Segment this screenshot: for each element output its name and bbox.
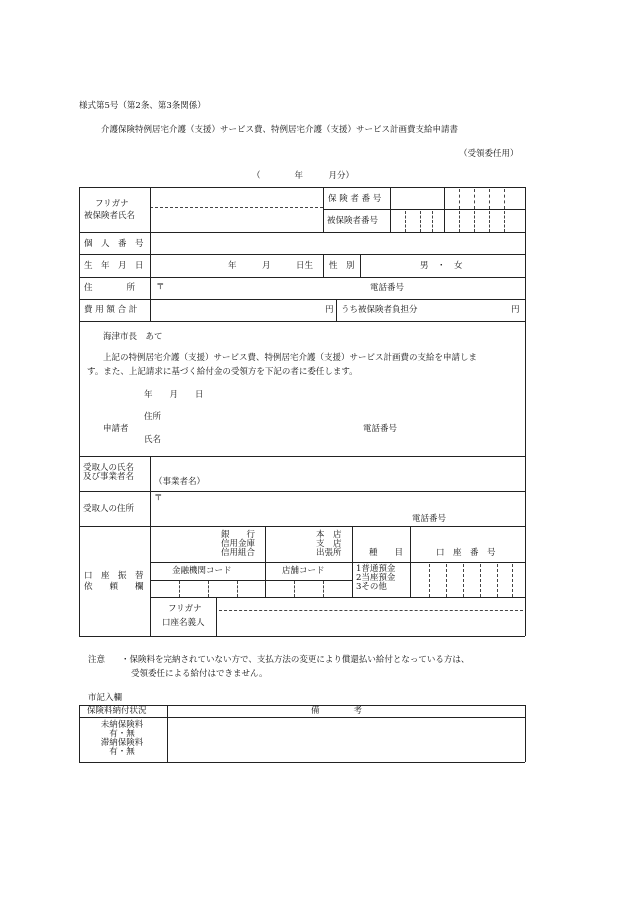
personal-number-label: 個 人 番 号: [84, 239, 144, 249]
application-date[interactable]: 年 月 日: [144, 390, 204, 400]
insurer-number-label: 保 険 者 番 号: [328, 194, 382, 204]
burden-label: うち被保険者負担分: [341, 305, 418, 315]
applicant-name-label: 氏名: [144, 435, 162, 445]
cost-total-yen: 円: [325, 305, 334, 315]
cost-total-label: 費 用 額 合 計: [84, 305, 138, 315]
addressee: 海津市長 あて: [103, 332, 163, 342]
recipient-name-label: 受取人の氏名 及び事業者名: [83, 463, 135, 482]
premium-status-block: 未納保険料 有・無 滞納保険料 有・無: [100, 720, 144, 757]
city-section-title: 市記入欄: [88, 693, 123, 703]
business-name-field[interactable]: （事業者名）: [154, 477, 206, 487]
sex-label: 性 別: [329, 261, 355, 271]
form-subtitle: （受領委任用）: [459, 149, 519, 159]
note-label: 注意: [88, 655, 106, 665]
form-title: 介護保険特例居宅介護（支援）サービス費、特例居宅介護（支援）サービス計画費支給申請書: [101, 125, 459, 135]
institution-code-label: 金融機関コード: [172, 566, 232, 576]
account-type-options[interactable]: 1普通預金 2当座預金 3その他: [356, 564, 396, 592]
form-number: 様式第5号（第2条、第3条関係）: [79, 101, 206, 111]
bank-type-labels: 銀 行 信用金庫 信用組合: [221, 530, 256, 558]
year-month-field[interactable]: （ 年 月分）: [252, 171, 355, 181]
applicant-phone-label: 電話番号: [363, 424, 398, 434]
holder-furigana-label: フリガナ: [168, 604, 202, 614]
recipient-postal-mark: 〒: [154, 493, 163, 503]
personal-number-input[interactable]: [152, 235, 522, 252]
applicant-label: 申請者: [103, 424, 129, 434]
recipient-phone-label: 電話番号: [412, 514, 447, 524]
account-holder-input[interactable]: [220, 613, 522, 633]
insured-number-label: 被保険者番号: [327, 216, 379, 226]
insured-name-label: 被保険者氏名: [84, 211, 136, 221]
remarks-label: 備 考: [311, 706, 363, 716]
account-holder-label: 口座名義人: [162, 618, 205, 628]
branch-type-labels: 本 店 支 店 出張所: [316, 530, 342, 558]
bank-transfer-label-1: 口 座 振 替: [84, 571, 144, 581]
phone-label: 電話番号: [370, 283, 405, 293]
branch-code-label: 店舗コード: [282, 566, 325, 576]
sex-field[interactable]: 男 ・ 女: [420, 261, 463, 271]
account-type-label: 種 目: [369, 548, 404, 558]
furigana-label: フリガナ: [95, 199, 129, 209]
recipient-address-label: 受取人の住所: [83, 504, 135, 514]
remarks-input[interactable]: [170, 720, 522, 759]
note-line-2: 受領委任による給付はできません。: [131, 669, 268, 679]
postal-mark: 〒: [156, 282, 165, 292]
burden-yen: 円: [511, 305, 520, 315]
insured-name-input[interactable]: [152, 210, 321, 230]
note-line-1: ・保険料を完納されていない方で、支払方法の変更により償還払い給付となっている方は、: [121, 655, 470, 665]
applicant-address-label: 住所: [144, 412, 162, 422]
account-number-label: 口 座 番 号: [436, 548, 496, 558]
application-text-1: 上記の特例居宅介護（支援）サービス費、特例居宅介護（支援）サービス計画費の支給を申請しま: [103, 353, 478, 363]
address-label: 住 所: [84, 283, 136, 293]
furigana-input[interactable]: [152, 196, 321, 206]
payment-status-label: 保険料納付状況: [87, 706, 147, 716]
birth-date-field[interactable]: 年 月 日生: [228, 261, 314, 271]
bank-transfer-label-2: 依 頼 欄: [84, 582, 144, 592]
birth-date-label: 生 年 月 日: [84, 261, 144, 271]
application-text-2: す。また、上記請求に基づく給付金の受領方を下記の者に委任します。: [87, 367, 358, 377]
